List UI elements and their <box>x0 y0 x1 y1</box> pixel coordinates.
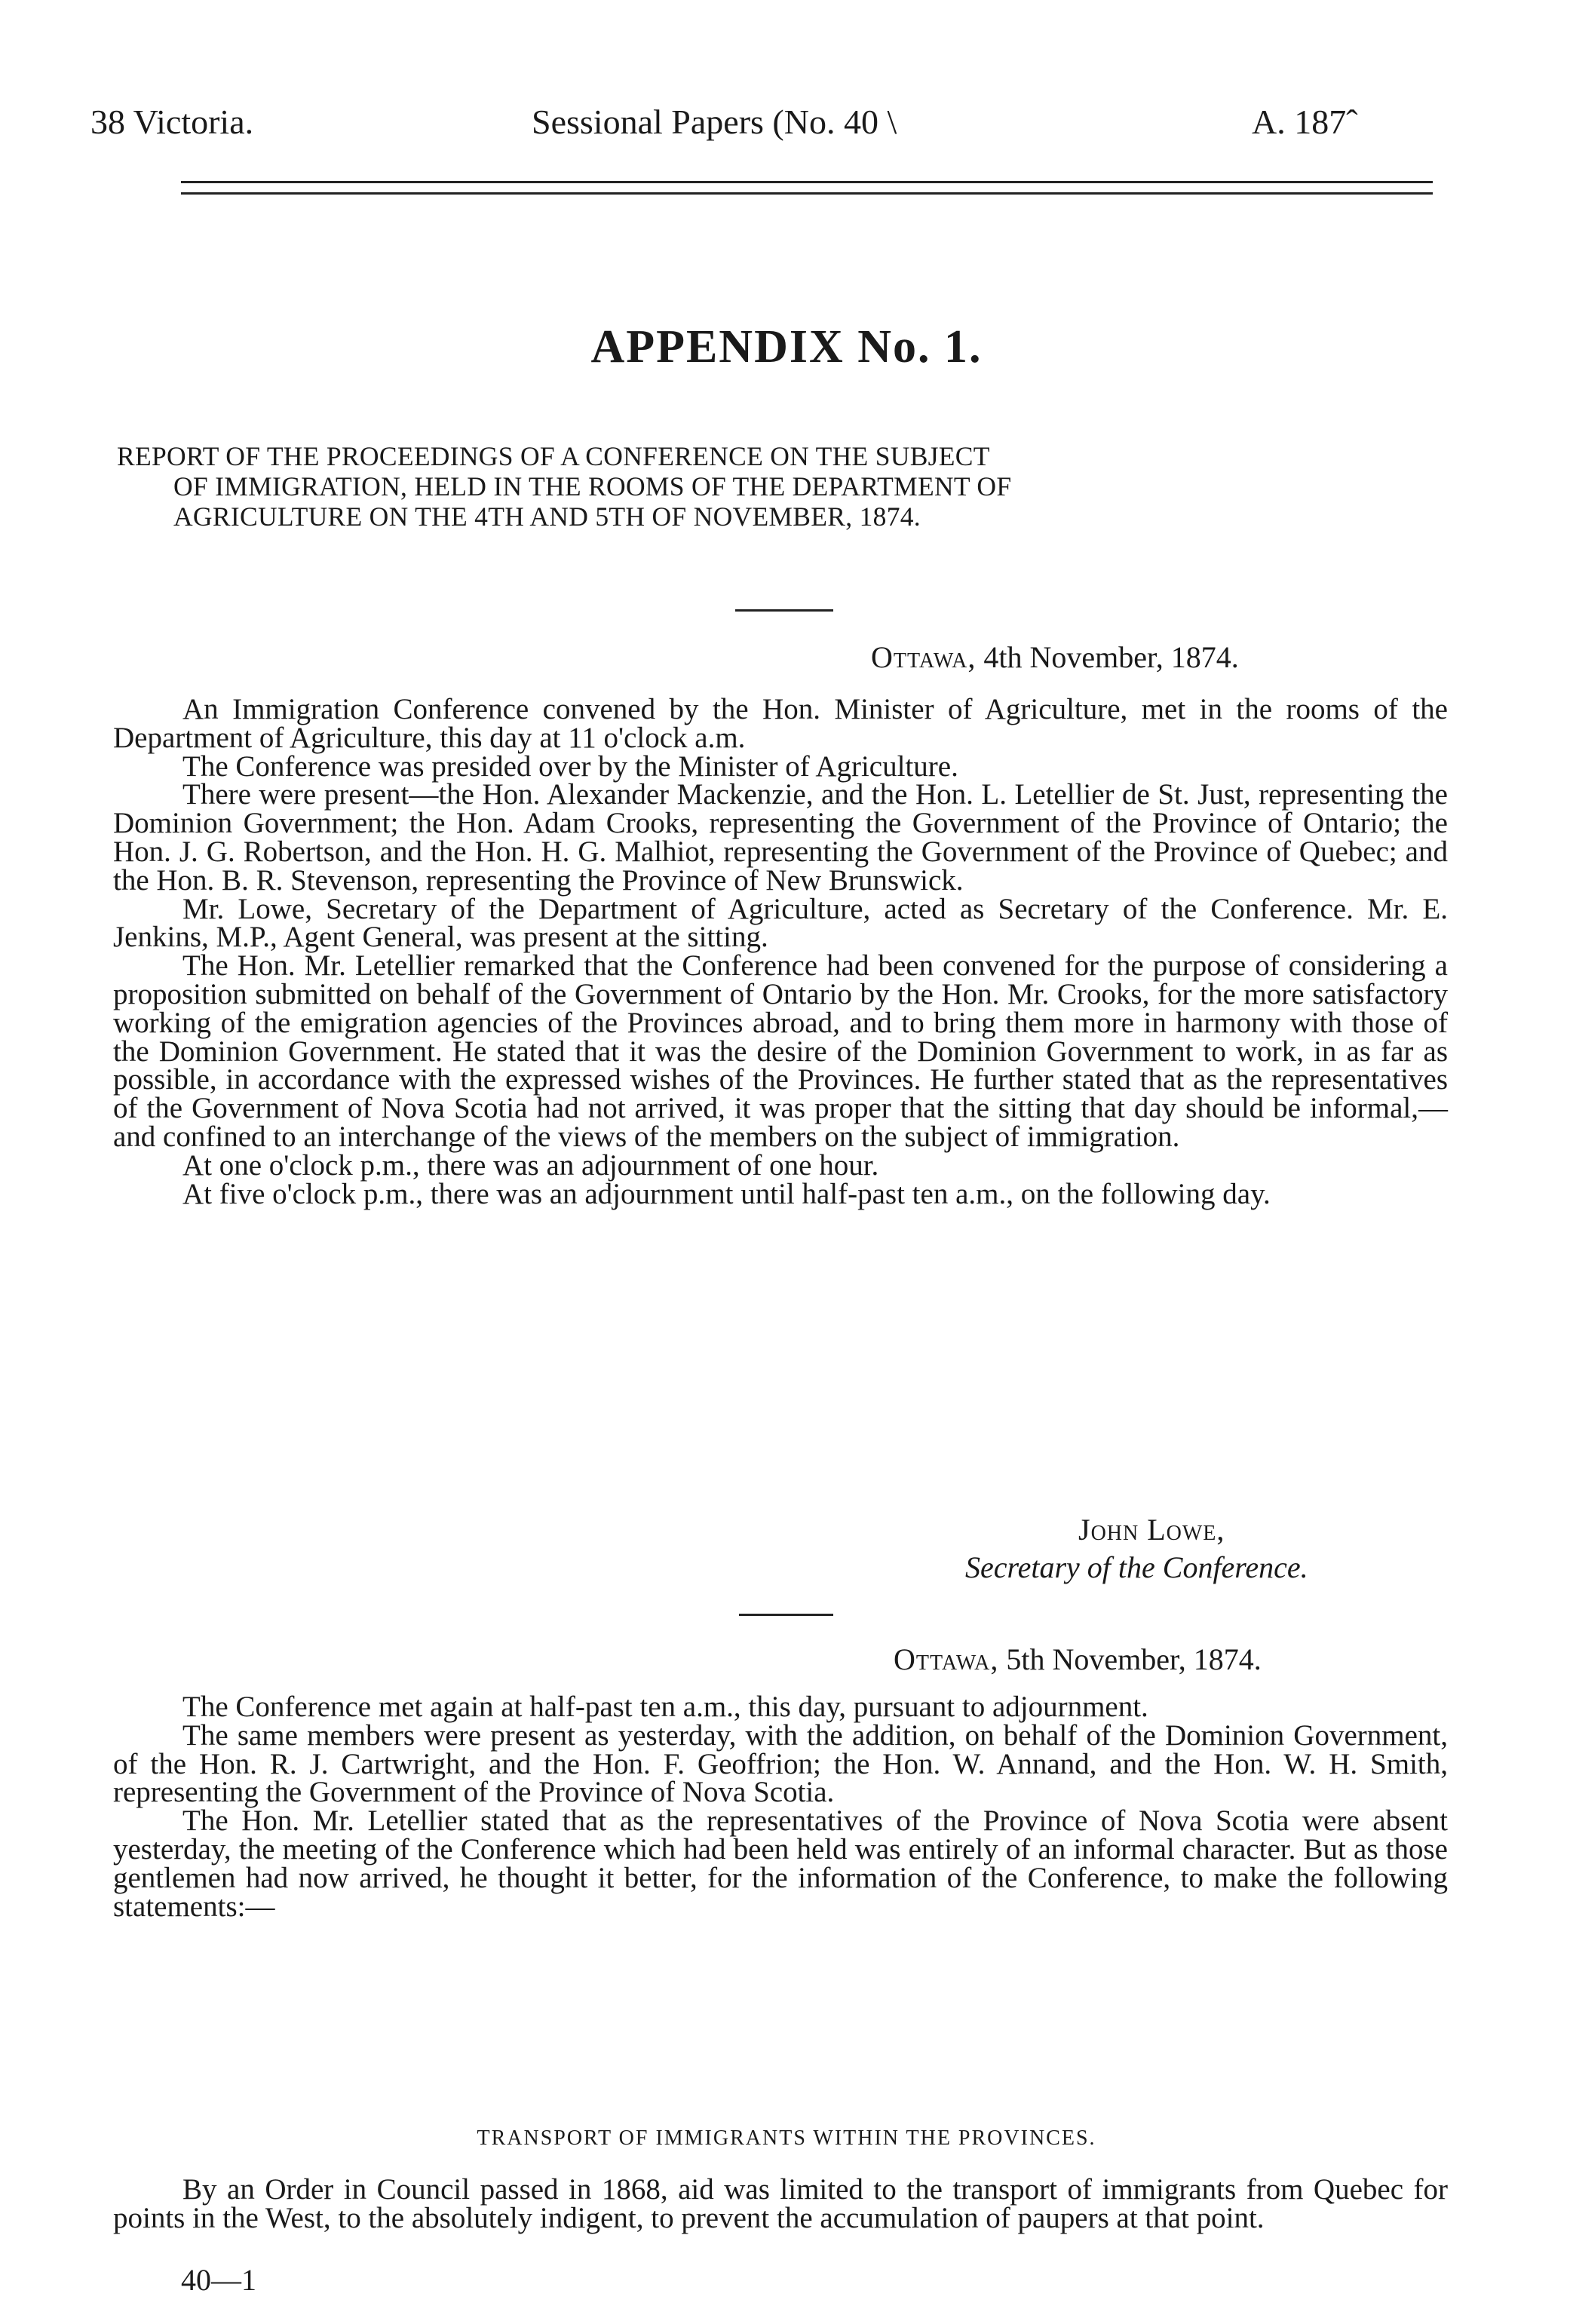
day-one-minutes <box>113 695 1448 1208</box>
secretary-name: John Lowe, <box>1078 1513 1225 1547</box>
dateline-date: 5th November, 1874. <box>1006 1642 1262 1676</box>
paragraph: Mr. Lowe, Secretary of the Department of Agriculture, acted as Secretary of the Conference. Mr. E. Jenkins, M.P., Agent General, was present at the sitting. <box>113 892 1448 954</box>
dateline-date: 4th November, 1874. <box>983 640 1239 674</box>
paragraph: The Conference was presided over by the Minister of Agriculture. <box>182 750 958 783</box>
section-divider <box>735 609 833 612</box>
header-double-rule <box>181 181 1433 195</box>
paragraph: An Immigration Conference convened by the Hon. Minister of Agriculture, met in the rooms of the Department of Agriculture, this day at 11 o'clock a.m. <box>113 693 1448 754</box>
report-heading-line: OF IMMIGRATION, HELD IN THE ROOMS OF THE DEPARTMENT OF <box>173 471 1012 501</box>
header-session: 38 Victoria. <box>90 103 254 141</box>
section-heading: TRANSPORT OF IMMIGRANTS WITHIN THE PROVINCES. <box>477 2126 1096 2150</box>
running-header <box>90 102 1448 147</box>
report-heading <box>117 441 1452 532</box>
day-two-minutes <box>113 1693 1448 1921</box>
paragraph: The Conference met again at half-past ten a.m., this day, pursuant to adjournment. <box>182 1691 1148 1723</box>
appendix-title: APPENDIX No. 1. <box>590 321 983 373</box>
secretary-title: Secretary of the Conference. <box>965 1550 1308 1584</box>
page-signature: 40—1 <box>181 2263 256 2297</box>
dateline-day-one <box>871 639 1239 675</box>
paragraph: The Hon. Mr. Letellier stated that as the representatives of the Province of Nova Scotia were absent yesterday, the meeting of the Conference which had been held was entirely of an informal character. But as those gentlemen had now arrived, he thought it better, for the information of the Conference, to make the following statements:— <box>113 1804 1448 1923</box>
paragraph: By an Order in Council passed in 1868, aid was limited to the transport of immigrants from Quebec for points in the West, to the absolutely indigent, to prevent the accumulation of paupers at that point. <box>113 2173 1448 2234</box>
dateline-place: Ottawa, <box>894 1642 999 1676</box>
paragraph: At five o'clock p.m., there was an adjournment until half-past ten a.m., on the following day. <box>182 1177 1271 1210</box>
header-sessional-papers: Sessional Papers (No. 40 \ <box>532 103 897 141</box>
paragraph: At one o'clock p.m., there was an adjournment of one hour. <box>182 1148 879 1182</box>
report-heading-line: REPORT OF THE PROCEEDINGS OF A CONFERENCE ON THE SUBJECT <box>117 441 990 471</box>
paragraph: The same members were present as yesterday, with the addition, on behalf of the Dominion Government, of the Hon. R. J. Cartwright, and the Hon. F. Geoffrion; the Hon. W. Annand, and the Hon. W. H. Smith, representing the Government of the Province of Nova Scotia. <box>113 1718 1448 1809</box>
transport-section <box>113 2175 1448 2233</box>
header-year: A. 187ˆ <box>1252 103 1358 141</box>
report-heading-line: AGRICULTURE ON THE 4TH AND 5TH OF NOVEMBER, 1874. <box>173 501 921 532</box>
dateline-place: Ottawa, <box>871 640 977 674</box>
dateline-day-two <box>894 1642 1262 1677</box>
paragraph: The Hon. Mr. Letellier remarked that the Conference had been convened for the purpose of considering a proposition submitted on behalf of the Government of Ontario by the Hon. Mr. Crooks, for the more satisfactory working of the emigration agencies of the Provinces abroad, and to bring them more in harmony with those of the Dominion Government. He stated that it was the desire of the Dominion Government to work, in as far as possible, in accordance with the expressed wishes of the Provinces. He further stated that as the representatives of the Government of Nova Scotia had not arrived, it was proper that the sitting that day should be informal,—and confined to an interchange of the views of the members on the subject of immigration. <box>113 949 1448 1153</box>
paragraph: There were present—the Hon. Alexander Mackenzie, and the Hon. L. Letellier de St. Just, representing the Dominion Government; the Hon. Adam Crooks, representing the Government of the Province of Ontario; the Hon. J. G. Robertson, and the Hon. H. G. Malhiot, representing the Government of the Province of Quebec; and the Hon. B. R. Stevenson, representing the Province of New Brunswick. <box>113 778 1448 897</box>
section-divider <box>739 1614 833 1616</box>
